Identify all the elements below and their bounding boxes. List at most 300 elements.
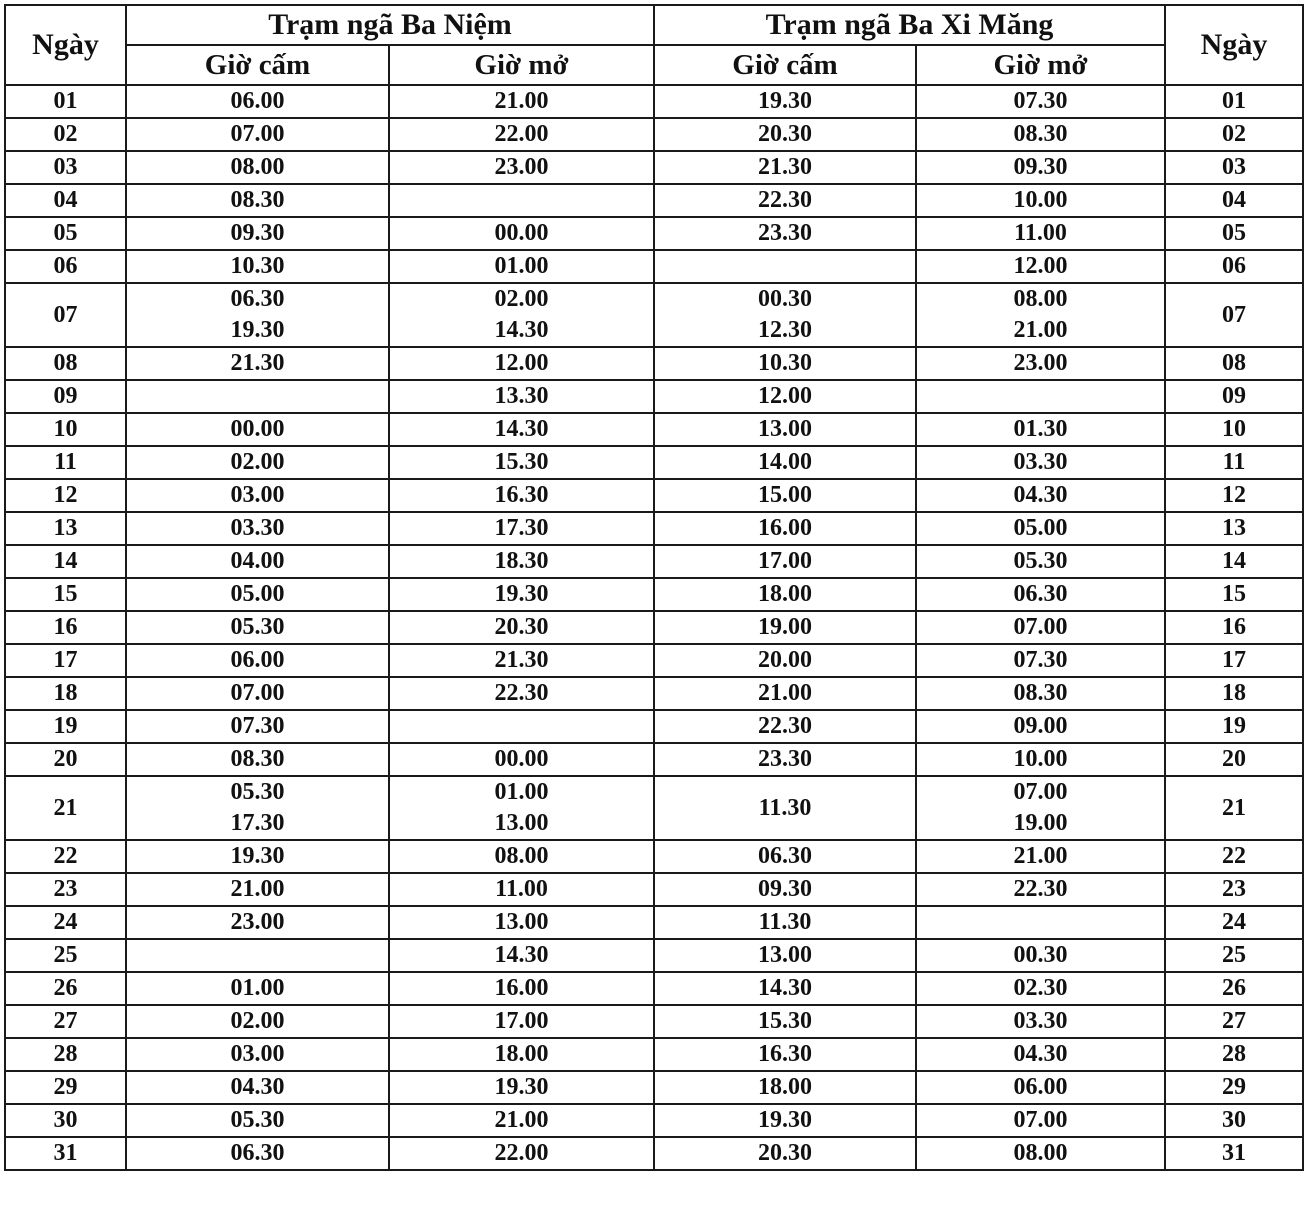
day-cell: 04 xyxy=(5,184,126,217)
station-a-open-cell xyxy=(389,677,654,710)
station-a-open-cell xyxy=(389,1104,654,1137)
station-a-open-cell xyxy=(389,283,654,347)
station-b-close-cell xyxy=(654,939,916,972)
time-value: 23.30 xyxy=(758,746,812,772)
station-b-close-cell xyxy=(654,906,916,939)
header-station-b: Trạm ngã Ba Xi Măng xyxy=(654,5,1165,45)
day-cell: 05 xyxy=(5,217,126,250)
station-a-close-cell xyxy=(126,283,389,347)
station-b-open-cell xyxy=(916,1005,1165,1038)
station-a-open-cell xyxy=(389,1137,654,1170)
station-a-open-cell xyxy=(389,611,654,644)
time-value: 16.00 xyxy=(494,975,549,1001)
time-value: 19.30 xyxy=(494,1074,549,1100)
day-cell-right: 26 xyxy=(1165,972,1303,1005)
day-cell-right: 12 xyxy=(1165,479,1303,512)
day-cell-right: 18 xyxy=(1165,677,1303,710)
station-a-close-cell xyxy=(126,906,389,939)
time-value: 09.30 xyxy=(230,220,285,246)
station-b-close-cell xyxy=(654,1071,916,1104)
day-cell-right: 20 xyxy=(1165,743,1303,776)
time-value: 22.30 xyxy=(1013,876,1068,902)
station-b-open-cell xyxy=(916,578,1165,611)
time-value: 06.30 xyxy=(758,843,812,869)
station-b-open-cell xyxy=(916,1071,1165,1104)
table-row xyxy=(5,380,1303,413)
station-b-close-cell xyxy=(654,1137,916,1170)
time-value: 15.30 xyxy=(758,1008,812,1034)
table-row xyxy=(5,677,1303,710)
station-a-open-cell xyxy=(389,413,654,446)
station-b-open-cell xyxy=(916,250,1165,283)
time-value: 13.30 xyxy=(494,383,549,409)
time-value: 06.30 xyxy=(230,286,285,312)
station-b-open-cell xyxy=(916,1104,1165,1137)
day-cell: 23 xyxy=(5,873,126,906)
table-row xyxy=(5,1038,1303,1071)
time-value: 17.00 xyxy=(494,1008,549,1034)
time-value: 16.30 xyxy=(494,482,549,508)
day-cell: 02 xyxy=(5,118,126,151)
time-value: 13.00 xyxy=(494,810,549,836)
time-value: 19.30 xyxy=(230,317,285,343)
station-a-close-cell xyxy=(126,611,389,644)
time-value: 08.30 xyxy=(230,746,285,772)
time-value: 03.30 xyxy=(1013,1008,1068,1034)
station-b-close-cell xyxy=(654,545,916,578)
day-cell-right: 16 xyxy=(1165,611,1303,644)
day-cell-right: 27 xyxy=(1165,1005,1303,1038)
table-row xyxy=(5,118,1303,151)
time-value: 14.30 xyxy=(494,416,549,442)
day-cell-right: 28 xyxy=(1165,1038,1303,1071)
time-value: 06.30 xyxy=(1013,581,1068,607)
schedule-table xyxy=(4,4,1304,1171)
table-row xyxy=(5,283,1303,347)
day-cell: 01 xyxy=(5,85,126,118)
station-a-close-cell xyxy=(126,380,389,413)
station-b-close-cell xyxy=(654,151,916,184)
time-value: 12.00 xyxy=(1013,253,1068,279)
time-value: 01.00 xyxy=(494,253,549,279)
table-row xyxy=(5,184,1303,217)
day-cell-right: 03 xyxy=(1165,151,1303,184)
day-cell-right: 11 xyxy=(1165,446,1303,479)
station-b-close-cell xyxy=(654,840,916,873)
table-row xyxy=(5,446,1303,479)
header-station-a: Trạm ngã Ba Niệm xyxy=(126,5,654,45)
day-cell: 07 xyxy=(5,283,126,347)
time-value: 11.00 xyxy=(495,876,548,902)
station-a-open-cell xyxy=(389,250,654,283)
station-b-close-cell xyxy=(654,283,916,347)
time-value: 22.00 xyxy=(494,1140,549,1166)
table-row xyxy=(5,873,1303,906)
station-a-close-cell xyxy=(126,873,389,906)
time-value: 13.00 xyxy=(758,416,812,442)
table-row xyxy=(5,939,1303,972)
time-value: 23.30 xyxy=(758,220,812,246)
station-b-close-cell xyxy=(654,677,916,710)
day-cell: 22 xyxy=(5,840,126,873)
station-a-close-cell xyxy=(126,1005,389,1038)
day-cell-right: 02 xyxy=(1165,118,1303,151)
station-a-close-cell xyxy=(126,972,389,1005)
station-a-open-cell xyxy=(389,710,654,743)
day-cell-right: 30 xyxy=(1165,1104,1303,1137)
station-a-open-cell xyxy=(389,347,654,380)
station-a-open-cell xyxy=(389,545,654,578)
table-row xyxy=(5,840,1303,873)
time-value: 19.30 xyxy=(758,88,812,114)
station-b-open-cell xyxy=(916,611,1165,644)
station-b-open-cell xyxy=(916,677,1165,710)
time-value: 05.00 xyxy=(1013,515,1068,541)
time-value: 05.30 xyxy=(230,1107,285,1133)
day-cell: 08 xyxy=(5,347,126,380)
time-value: 12.30 xyxy=(758,317,812,343)
time-value: 14.00 xyxy=(758,449,812,475)
time-value: 21.30 xyxy=(494,647,549,673)
table-row xyxy=(5,1137,1303,1170)
station-a-open-cell xyxy=(389,1071,654,1104)
time-value: 08.30 xyxy=(1013,680,1068,706)
time-value: 03.00 xyxy=(230,1041,285,1067)
time-value: 11.30 xyxy=(758,909,812,935)
time-value: 10.30 xyxy=(758,350,812,376)
time-value: 07.00 xyxy=(1013,1107,1068,1133)
table-row xyxy=(5,644,1303,677)
station-b-open-cell xyxy=(916,972,1165,1005)
time-value: 10.30 xyxy=(230,253,285,279)
time-value: 18.00 xyxy=(758,581,812,607)
station-b-open-cell xyxy=(916,644,1165,677)
station-a-open-cell xyxy=(389,85,654,118)
station-b-close-cell xyxy=(654,578,916,611)
time-value: 21.00 xyxy=(230,876,285,902)
time-value: 02.00 xyxy=(230,1008,285,1034)
day-cell: 31 xyxy=(5,1137,126,1170)
time-value: 04.00 xyxy=(230,548,285,574)
station-b-open-cell xyxy=(916,217,1165,250)
day-cell-right: 25 xyxy=(1165,939,1303,972)
day-cell-right: 19 xyxy=(1165,710,1303,743)
station-b-open-cell xyxy=(916,479,1165,512)
station-a-open-cell xyxy=(389,217,654,250)
day-cell: 17 xyxy=(5,644,126,677)
day-cell-right: 13 xyxy=(1165,512,1303,545)
time-value: 11.30 xyxy=(758,794,812,821)
time-value: 07.00 xyxy=(1013,614,1068,640)
time-value: 02.30 xyxy=(1013,975,1068,1001)
time-value: 01.00 xyxy=(494,779,549,805)
station-a-open-cell xyxy=(389,939,654,972)
station-b-close-cell xyxy=(654,710,916,743)
time-value: 03.30 xyxy=(1013,449,1068,475)
time-value: 13.00 xyxy=(758,942,812,968)
time-value: 19.30 xyxy=(230,843,285,869)
time-value: 13.00 xyxy=(494,909,549,935)
table-row xyxy=(5,1071,1303,1104)
time-value: 08.00 xyxy=(1013,1140,1068,1166)
time-value: 07.00 xyxy=(1013,779,1068,805)
header-row-columns xyxy=(5,45,1303,85)
station-a-open-cell xyxy=(389,446,654,479)
station-b-open-cell xyxy=(916,873,1165,906)
time-value: 04.30 xyxy=(1013,1041,1068,1067)
table-row xyxy=(5,85,1303,118)
time-value: 14.30 xyxy=(494,942,549,968)
station-a-close-cell xyxy=(126,840,389,873)
station-b-close-cell xyxy=(654,184,916,217)
day-cell: 13 xyxy=(5,512,126,545)
station-a-open-cell xyxy=(389,118,654,151)
time-value: 06.00 xyxy=(230,647,285,673)
day-cell: 10 xyxy=(5,413,126,446)
time-value: 18.00 xyxy=(758,1074,812,1100)
station-a-close-cell xyxy=(126,545,389,578)
time-value: 15.00 xyxy=(758,482,812,508)
day-cell: 16 xyxy=(5,611,126,644)
station-a-close-cell xyxy=(126,446,389,479)
time-value: 23.00 xyxy=(230,909,285,935)
station-b-close-cell xyxy=(654,776,916,840)
station-b-open-cell xyxy=(916,1038,1165,1071)
table-row xyxy=(5,250,1303,283)
station-b-close-cell xyxy=(654,217,916,250)
time-value: 19.00 xyxy=(758,614,812,640)
time-value: 17.30 xyxy=(230,810,285,836)
station-a-close-cell xyxy=(126,644,389,677)
station-b-close-cell xyxy=(654,118,916,151)
time-value: 07.30 xyxy=(230,713,285,739)
station-b-open-cell xyxy=(916,743,1165,776)
station-a-close-cell xyxy=(126,118,389,151)
schedule-body xyxy=(5,85,1303,1170)
day-cell-right: 21 xyxy=(1165,776,1303,840)
station-b-close-cell xyxy=(654,413,916,446)
time-value: 20.30 xyxy=(758,121,812,147)
time-value: 05.30 xyxy=(1013,548,1068,574)
header-day-left: Ngày xyxy=(5,5,126,85)
station-b-open-cell xyxy=(916,347,1165,380)
station-b-close-cell xyxy=(654,85,916,118)
station-b-open-cell xyxy=(916,151,1165,184)
station-a-close-cell xyxy=(126,677,389,710)
time-value: 14.30 xyxy=(758,975,812,1001)
table-row xyxy=(5,479,1303,512)
time-value: 00.30 xyxy=(1013,942,1068,968)
day-cell: 21 xyxy=(5,776,126,840)
time-value: 14.30 xyxy=(494,317,549,343)
table-row xyxy=(5,512,1303,545)
day-cell: 18 xyxy=(5,677,126,710)
day-cell-right: 08 xyxy=(1165,347,1303,380)
time-value: 18.00 xyxy=(494,1041,549,1067)
station-b-close-cell xyxy=(654,380,916,413)
time-value: 21.00 xyxy=(494,1107,549,1133)
time-value: 07.00 xyxy=(230,680,285,706)
station-a-close-cell xyxy=(126,743,389,776)
time-value: 17.00 xyxy=(758,548,812,574)
time-value: 22.30 xyxy=(494,680,549,706)
station-a-open-cell xyxy=(389,479,654,512)
time-value: 09.30 xyxy=(1013,154,1068,180)
time-value: 05.30 xyxy=(230,614,285,640)
station-a-open-cell xyxy=(389,380,654,413)
station-b-open-cell xyxy=(916,512,1165,545)
time-value: 03.30 xyxy=(230,515,285,541)
station-a-open-cell xyxy=(389,840,654,873)
station-a-open-cell xyxy=(389,1038,654,1071)
day-cell: 27 xyxy=(5,1005,126,1038)
station-b-open-cell xyxy=(916,283,1165,347)
day-cell-right: 24 xyxy=(1165,906,1303,939)
station-a-close-cell xyxy=(126,85,389,118)
station-a-close-cell xyxy=(126,479,389,512)
time-value: 15.30 xyxy=(494,449,549,475)
day-cell-right: 05 xyxy=(1165,217,1303,250)
station-b-close-cell xyxy=(654,1005,916,1038)
station-a-open-cell xyxy=(389,972,654,1005)
time-value: 21.00 xyxy=(758,680,812,706)
station-b-close-cell xyxy=(654,347,916,380)
station-b-open-cell xyxy=(916,1137,1165,1170)
time-value: 18.30 xyxy=(494,548,549,574)
station-b-open-cell xyxy=(916,710,1165,743)
day-cell-right: 15 xyxy=(1165,578,1303,611)
table-row xyxy=(5,217,1303,250)
station-b-open-cell xyxy=(916,545,1165,578)
station-a-open-cell xyxy=(389,776,654,840)
time-value: 12.00 xyxy=(494,350,549,376)
table-row xyxy=(5,413,1303,446)
station-b-close-cell xyxy=(654,972,916,1005)
time-value: 19.30 xyxy=(494,581,549,607)
station-b-close-cell xyxy=(654,512,916,545)
station-a-close-cell xyxy=(126,347,389,380)
station-b-close-cell xyxy=(654,250,916,283)
station-a-open-cell xyxy=(389,906,654,939)
station-b-open-cell xyxy=(916,776,1165,840)
time-value: 08.30 xyxy=(1013,121,1068,147)
time-value: 16.00 xyxy=(758,515,812,541)
station-a-close-cell xyxy=(126,578,389,611)
time-value: 20.30 xyxy=(758,1140,812,1166)
station-a-close-cell xyxy=(126,776,389,840)
header-b-close: Giờ cấm xyxy=(654,45,916,85)
station-a-close-cell xyxy=(126,1071,389,1104)
day-cell: 26 xyxy=(5,972,126,1005)
table-row xyxy=(5,743,1303,776)
time-value: 08.00 xyxy=(230,154,285,180)
header-a-open: Giờ mở xyxy=(389,45,654,85)
station-b-close-cell xyxy=(654,644,916,677)
day-cell: 19 xyxy=(5,710,126,743)
station-a-open-cell xyxy=(389,1005,654,1038)
table-row xyxy=(5,151,1303,184)
header-day-right: Ngày xyxy=(1165,5,1303,85)
time-value: 03.00 xyxy=(230,482,285,508)
day-cell: 11 xyxy=(5,446,126,479)
day-cell-right: 04 xyxy=(1165,184,1303,217)
time-value: 08.00 xyxy=(1013,286,1068,312)
time-value: 19.00 xyxy=(1013,810,1068,836)
time-value: 02.00 xyxy=(230,449,285,475)
time-value: 06.30 xyxy=(230,1140,285,1166)
time-value: 05.00 xyxy=(230,581,285,607)
day-cell: 03 xyxy=(5,151,126,184)
time-value: 22.00 xyxy=(494,121,549,147)
time-value: 21.30 xyxy=(230,350,285,376)
day-cell: 20 xyxy=(5,743,126,776)
station-b-close-cell xyxy=(654,1038,916,1071)
station-a-close-cell xyxy=(126,710,389,743)
time-value: 00.30 xyxy=(758,286,812,312)
station-b-open-cell xyxy=(916,906,1165,939)
station-a-close-cell xyxy=(126,1137,389,1170)
day-cell-right: 22 xyxy=(1165,840,1303,873)
time-value: 00.00 xyxy=(494,220,549,246)
time-value: 08.00 xyxy=(494,843,549,869)
table-row xyxy=(5,906,1303,939)
station-a-open-cell xyxy=(389,644,654,677)
station-b-close-cell xyxy=(654,1104,916,1137)
time-value: 09.00 xyxy=(1013,713,1068,739)
station-b-open-cell xyxy=(916,446,1165,479)
time-value: 04.30 xyxy=(230,1074,285,1100)
day-cell: 15 xyxy=(5,578,126,611)
station-b-open-cell xyxy=(916,85,1165,118)
station-a-close-cell xyxy=(126,217,389,250)
time-value: 07.30 xyxy=(1013,88,1068,114)
table-row xyxy=(5,347,1303,380)
table-row xyxy=(5,1005,1303,1038)
station-b-open-cell xyxy=(916,840,1165,873)
table-row xyxy=(5,710,1303,743)
time-value: 20.30 xyxy=(494,614,549,640)
station-b-close-cell xyxy=(654,873,916,906)
header-a-close: Giờ cấm xyxy=(126,45,389,85)
time-value: 07.00 xyxy=(230,121,285,147)
station-a-close-cell xyxy=(126,413,389,446)
time-value: 09.30 xyxy=(758,876,812,902)
time-value: 22.30 xyxy=(758,713,812,739)
time-value: 23.00 xyxy=(494,154,549,180)
day-cell-right: 31 xyxy=(1165,1137,1303,1170)
station-b-open-cell xyxy=(916,118,1165,151)
time-value: 21.30 xyxy=(758,154,812,180)
station-a-open-cell xyxy=(389,578,654,611)
day-cell: 24 xyxy=(5,906,126,939)
station-a-close-cell xyxy=(126,250,389,283)
station-b-open-cell xyxy=(916,939,1165,972)
station-a-open-cell xyxy=(389,873,654,906)
header-row-stations xyxy=(5,5,1303,45)
time-value: 07.30 xyxy=(1013,647,1068,673)
day-cell-right: 29 xyxy=(1165,1071,1303,1104)
time-value: 06.00 xyxy=(230,88,285,114)
time-value: 01.30 xyxy=(1013,416,1068,442)
time-value: 04.30 xyxy=(1013,482,1068,508)
station-a-close-cell xyxy=(126,151,389,184)
day-cell: 30 xyxy=(5,1104,126,1137)
time-value: 01.00 xyxy=(230,975,285,1001)
time-value: 16.30 xyxy=(758,1041,812,1067)
station-b-close-cell xyxy=(654,479,916,512)
time-value: 23.00 xyxy=(1013,350,1068,376)
time-value: 02.00 xyxy=(494,286,549,312)
